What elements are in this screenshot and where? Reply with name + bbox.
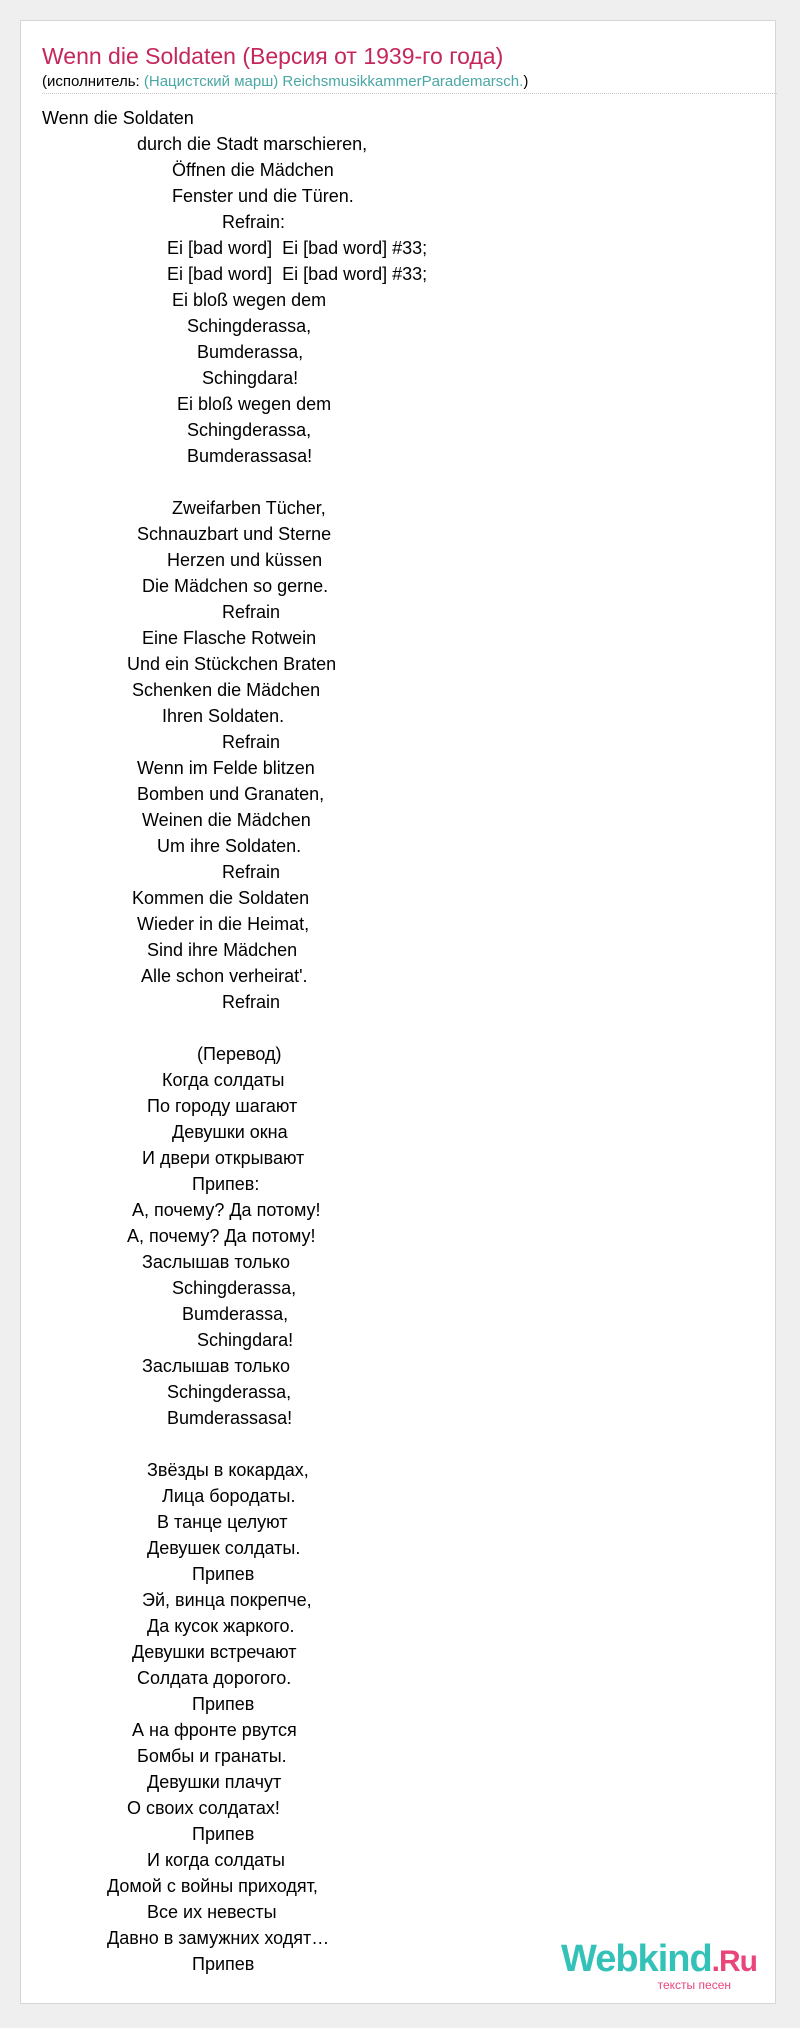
artist-suffix: ) [523,73,529,90]
lyrics-text: Wenn die Soldaten durch die Stadt marschieren, Öffnen die Mädchen Fenster und die Türen. Refrain: Ei [bad word] Ei [bad word] #33; Ei [bad word] Ei [bad word] #33; Ei bloß wegen dem Schingderassa, Bumderassa, Schingdara! Ei bloß wegen dem Schingderassa, Bumderassasa! Zweifarben Tücher, Schnauzbart und Sterne Herzen und küssen Die Mädchen so gerne. Refrain Eine Flasche Rotwein Und ein Stückchen Braten Schenken die Mädchen Ihren Soldaten. Refrain Wenn im Felde blitzen Bomben und Granaten, Weinen die Mädchen Um ihre Soldaten. Refrain Kommen die Soldaten Wieder in die Heimat, Sind ihre Mädchen Alle schon verheirat'. Refrain (Перевод) Когда солдаты По городу шагают Девушки окна И двери открывают Припев: А, почему? Да потому! А, почему? Да потому! Заслышав только Schingderassa, Bumderassa, Schingdara! Заслышав только Schingderassa, Bumderassasa! Звёзды в кокардах, Лица бородаты. В танце целуют Девушек солдаты. Припев Эй, винца покрепче, Да кусок жаркого. Девушки встречают Солдата дорогого. Припев А на фронте рвутся Бомбы и гранаты. Девушки плачут О своих солдатах! Припев И когда солдаты Домой с войны приходят, Все их невесты Давно в замужних ходят… Припев [42,108,428,1974]
song-title: Wenn die Soldaten (Версия от 1939-го года) [42,43,504,69]
artist-link[interactable]: (Нацистский марш) ReichsmusikkammerParademarsch. [143,73,524,90]
lyrics-card [20,20,776,2004]
logo-tagline: тексты песен [657,1978,731,1992]
logo-wordmark: Webkind.Ru [561,1938,757,1980]
artist-line [42,73,528,90]
webkind-logo[interactable] [561,1940,757,1991]
divider [42,93,777,94]
artist-prefix: (исполнитель: [42,73,144,90]
